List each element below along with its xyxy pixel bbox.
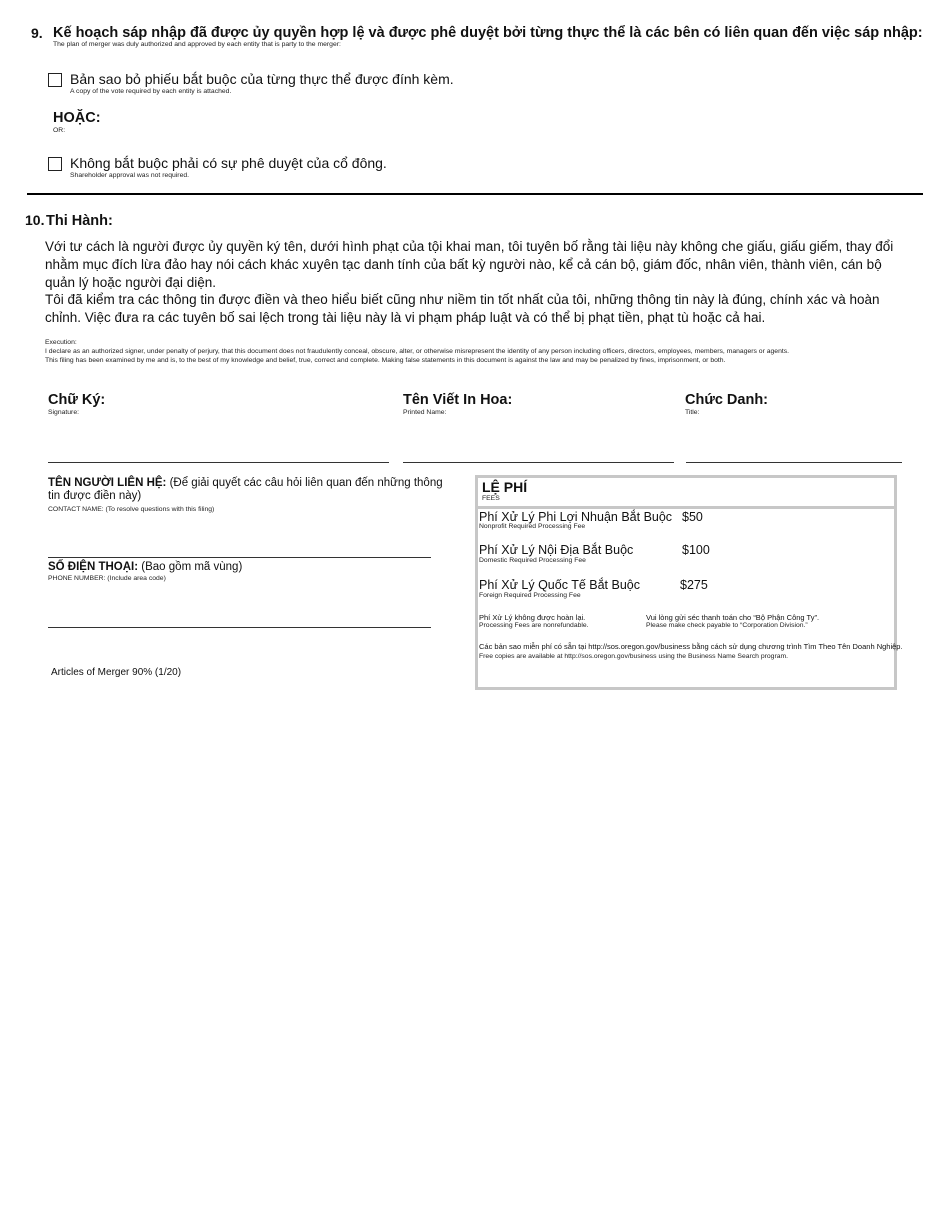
printed-name-label: Tên Viết In Hoa: xyxy=(403,392,513,408)
fees-title: LỆ PHÍ xyxy=(482,479,528,495)
title-field[interactable] xyxy=(686,445,902,463)
contact-name-field[interactable] xyxy=(48,540,431,558)
vote-attached-checkbox[interactable] xyxy=(48,73,62,87)
printed-name-field[interactable] xyxy=(403,445,674,463)
title-label-en: Title: xyxy=(685,409,700,416)
title-label: Chức Danh: xyxy=(685,392,768,408)
nonrefundable-note-en: Processing Fees are nonrefundable. xyxy=(479,622,589,629)
phone-label-en: PHONE NUMBER: (Include area code) xyxy=(48,575,166,582)
execution-heading-en: Execution: xyxy=(45,339,77,346)
payable-note-en: Please make check payable to “Corporation Division.” xyxy=(646,622,808,629)
fee-amount: $50 xyxy=(682,510,703,524)
contact-name-label-bold: TÊN NGƯỜI LIÊN HỆ: xyxy=(48,477,167,489)
approval-not-required-label: Không bắt buộc phải có sự phê duyệt của cổ đông. xyxy=(70,155,387,171)
execution-paragraph-1: Với tư cách là người được ủy quyền ký tên, dưới hình phạt của tội khai man, tôi tuyên bố rằng tài liệu này không che giấu, giấu giếm, thay đổi nhằm mục đích lừa đảo hay nói cách khác xuyên tạc danh tính của bất kỳ người nào, kể cả cán bộ, giám đốc, nhân viên, thành viên, cán bộ quản lý hoặc người đại diện. xyxy=(45,239,894,290)
phone-label-bold: SỐ ĐIỆN THOẠI: xyxy=(48,561,139,573)
vote-attached-label: Bản sao bỏ phiếu bắt buộc của từng thực thể được đính kèm. xyxy=(70,71,454,87)
fee-amount: $100 xyxy=(682,543,710,557)
fee-name: Phí Xử Lý Nội Địa Bắt Buộc xyxy=(479,543,634,557)
form-id: Articles of Merger 90% (1/20) xyxy=(51,667,182,678)
section-9-title: Kế hoạch sáp nhập đã được ủy quyền hợp lệ và được phê duyệt bởi từng thực thể là các bên có liên quan đến việc sáp nhập: xyxy=(53,25,923,41)
signature-field[interactable] xyxy=(48,445,389,463)
fee-amount: $275 xyxy=(680,578,708,592)
section-divider xyxy=(27,193,923,195)
title-input[interactable] xyxy=(686,446,902,463)
phone-label xyxy=(48,561,242,574)
signature-label-en: Signature: xyxy=(48,409,79,416)
fees-header-divider xyxy=(478,506,894,509)
execution-paragraph-2: Tôi đã kiểm tra các thông tin được điền và theo hiểu biết cũng như niềm tin tốt nhất của tôi, những thông tin này là đúng, chính xác và hoàn chỉnh. Việc đưa ra các tuyên bố sai lệch trong tài liệu này là vi phạm pháp luật và có thể bị phạt tiền, phạt tù hoặc cả hai. xyxy=(45,292,880,325)
approval-not-required-checkbox[interactable] xyxy=(48,157,62,171)
section-10-number: 10. xyxy=(25,212,45,228)
fee-name-en: Foreign Required Processing Fee xyxy=(479,592,581,599)
or-label-en: OR: xyxy=(53,127,66,134)
execution-line-1-en: I declare as an authorized signer, under penalty of perjury, that this document does not fraudulently conceal, obscure, alter, or otherwise misrepresent the identity of any person including officers, directors, employees, members, managers or agents. xyxy=(45,348,790,355)
phone-input[interactable] xyxy=(48,611,431,628)
section-10-title: Thi Hành: xyxy=(46,213,113,229)
printed-name-input[interactable] xyxy=(403,446,674,463)
free-copies-note: Các bản sao miễn phí có sẵn tại http://sos.oregon.gov/business bằng cách sử dụng chương trình Tìm Theo Tên Doanh Nghiệp. xyxy=(479,642,903,651)
nonrefundable-note: Phí Xử Lý không được hoàn lại. xyxy=(479,613,586,622)
fee-name: Phí Xử Lý Quốc Tế Bắt Buộc xyxy=(479,578,640,592)
phone-field[interactable] xyxy=(48,610,431,628)
or-label: HOẶC: xyxy=(53,110,101,126)
fee-name-en: Domestic Required Processing Fee xyxy=(479,557,586,564)
payable-note: Vui lòng gửi séc thanh toán cho “Bộ Phận Công Ty”. xyxy=(646,613,820,622)
phone-label-rest: (Bao gồm mã vùng) xyxy=(138,561,243,573)
approval-not-required-label-en: Shareholder approval was not required. xyxy=(70,172,190,179)
signature-label: Chữ Ký: xyxy=(48,392,106,408)
section-9-title-en: The plan of merger was duly authorized and approved by each entity that is party to the merger: xyxy=(53,41,341,48)
section-9-number: 9. xyxy=(31,25,43,41)
contact-name-label-rest: (Để giải quyết các câu hỏi liên quan đến những thông tin được điền này) xyxy=(48,477,443,502)
printed-name-label-en: Printed Name: xyxy=(403,409,447,416)
execution-line-2-en: This filing has been examined by me and is, to the best of my knowledge and belief, true, correct and complete. Making false statements in this document is against the law and may be penalized by fines, imprisonment, or both. xyxy=(45,357,726,364)
free-copies-note-en: Free copies are available at http://sos.oregon.gov/business using the Business Name Search program. xyxy=(479,653,789,660)
fee-name-en: Nonprofit Required Processing Fee xyxy=(479,523,586,530)
signature-input[interactable] xyxy=(48,446,389,463)
fees-title-en: FEES xyxy=(482,495,500,502)
vote-attached-label-en: A copy of the vote required by each entity is attached. xyxy=(70,88,232,95)
fee-name: Phí Xử Lý Phi Lợi Nhuận Bắt Buộc xyxy=(479,510,673,524)
contact-name-label-en: CONTACT NAME: (To resolve questions with this filing) xyxy=(48,506,215,513)
contact-name-input[interactable] xyxy=(48,541,431,558)
contact-name-label xyxy=(48,477,448,503)
